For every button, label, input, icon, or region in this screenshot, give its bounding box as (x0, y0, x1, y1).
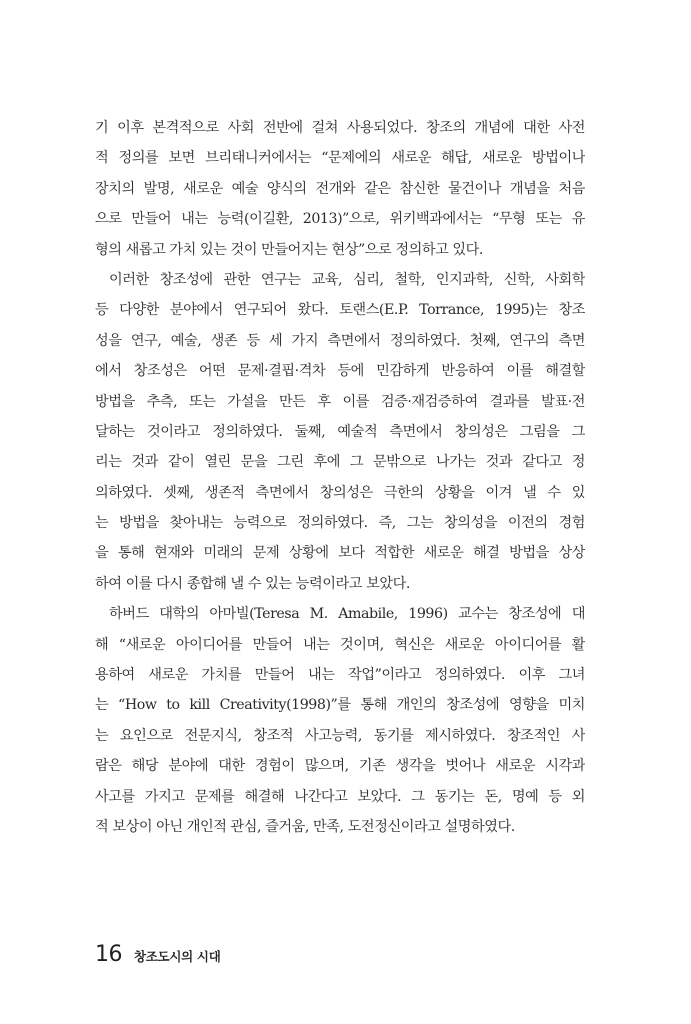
paragraph-start-line: 하버드 대학의 아마빌(Teresa M. Amabile, 1996) 교수는 창조성에 대 (109, 606, 585, 623)
text-line: 등 다양한 분야에서 연구되어 왔다. 토랜스(E.P. Torrance, 1995)는 창조 (95, 302, 585, 319)
text-line: 람은 해당 분야에 대한 경험이 많으며, 기존 생각을 벗어나 새로운 시각과 (95, 758, 585, 775)
text-line: 방법을 추측, 또는 가설을 만든 후 이를 검증·재검증하여 결과를 발표·전 (95, 393, 585, 410)
text-line: 사고를 가지고 문제를 해결해 나간다고 보았다. 그 동기는 돈, 명예 등 외 (95, 788, 585, 805)
text-line: 으로 만들어 내는 능력(이길환, 2013)”으로, 위키백과에서는 “무형 또는 유 (95, 211, 585, 228)
body-text (95, 113, 585, 842)
text-line: 기 이후 본격적으로 사회 전반에 걸쳐 사용되었다. 창조의 개념에 대한 사전 (95, 120, 585, 136)
text-line: 의하였다. 셋째, 생존적 측면에서 창의성은 극한의 상황을 이겨 낼 수 있 (95, 484, 585, 501)
text-line: 는 “How to kill Creativity(1998)”를 통해 개인의 창조성에 영향을 미치 (95, 697, 585, 714)
text-line: 리는 것과 같이 열린 문을 그린 후에 그 문밖으로 나가는 것과 같다고 정 (95, 454, 585, 471)
text-line: 해 “새로운 아이디어를 만들어 내는 것이며, 혁신은 새로운 아이디어를 활 (95, 636, 585, 653)
text-line: 에서 창조성은 어떤 문제·결핍·격차 등에 민감하게 반응하여 이를 해결할 (95, 363, 585, 380)
paragraph-start-line: 이러한 창조성에 관한 연구는 교육, 심리, 철학, 인지과학, 신학, 사회학 (109, 271, 585, 288)
text-line: 달하는 것이라고 정의하였다. 둘째, 예술적 측면에서 창의성은 그림을 그 (95, 423, 585, 440)
text-line: 하여 이를 다시 종합해 낼 수 있는 능력이라고 보았다. (95, 575, 410, 592)
text-line: 용하여 새로운 가치를 만들어 내는 작업”이라고 정의하였다. 이후 그녀 (95, 667, 585, 684)
text-line: 장치의 발명, 새로운 예술 양식의 전개와 같은 참신한 물건이나 개념을 처음 (95, 180, 585, 197)
text-line: 을 통해 현재와 미래의 문제 상황에 보다 적합한 새로운 해결 방법을 상상 (95, 545, 585, 562)
page-footer (95, 942, 220, 972)
text-line: 는 방법을 찾아내는 능력으로 정의하였다. 즉, 그는 창의성을 이전의 경험 (95, 515, 585, 532)
text-line: 형의 새롭고 가치 있는 것이 만들어지는 현상”으로 정의하고 있다. (95, 241, 483, 258)
text-line: 는 요인으로 전문지식, 창조적 사고능력, 동기를 제시하였다. 창조적인 사 (95, 727, 585, 744)
text-line: 성을 연구, 예술, 생존 등 세 가지 측면에서 정의하였다. 첫째, 연구의 측면 (95, 332, 585, 349)
running-title: 창조도시의 시대 (134, 949, 221, 964)
text-line: 적 보상이 아닌 개인적 관심, 즐거움, 만족, 도전정신이라고 설명하였다. (95, 818, 515, 835)
text-line: 적 정의를 보면 브리태니커에서는 “문제에의 새로운 해답, 새로운 방법이나 (95, 150, 585, 167)
page-number: 16 (95, 942, 122, 967)
